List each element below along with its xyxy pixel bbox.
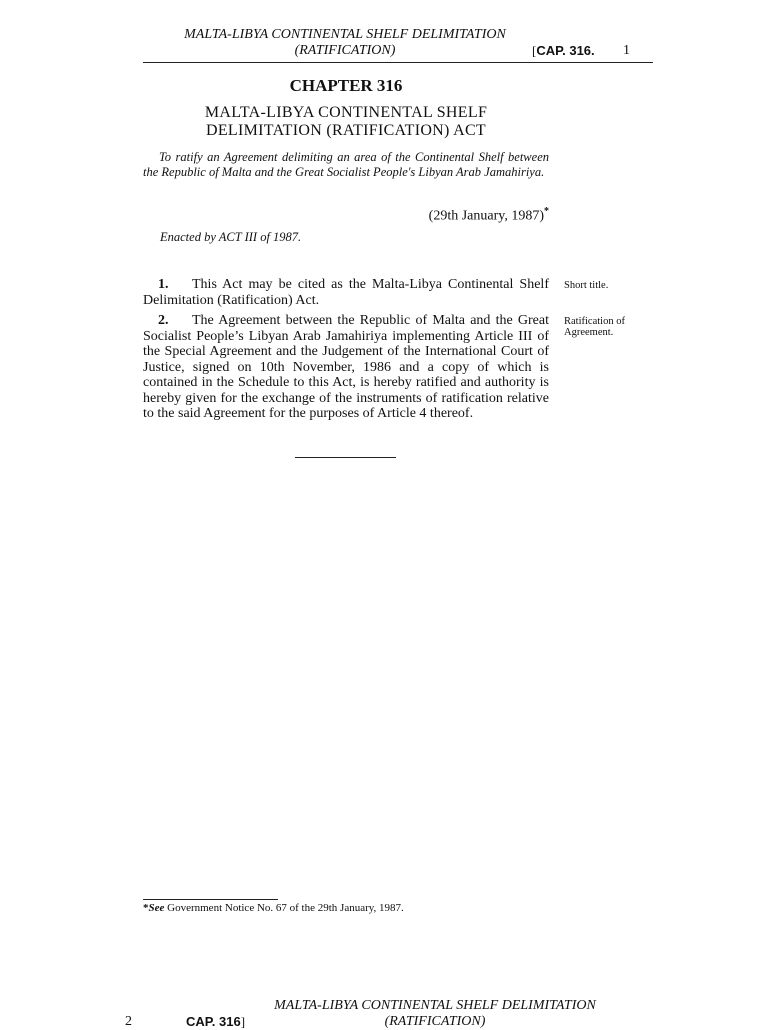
footnote-mark: * bbox=[143, 902, 149, 914]
section-text: The Agreement between the Republic of Malta and the Great Socialist People’s Libyan Arab Jamahiriya implementing Article III of the Special Agreement and the Judgement of the International Court of Justice, signed on 10th November, 1986 and a copy of which is contained in the Schedule to this Act, is hereby ratified and authority is hereby given for the exchange of the instruments of ratification relative to the said Agreement for the purposes of Article 4 thereof. bbox=[143, 313, 549, 421]
footnote-rule bbox=[143, 899, 278, 900]
header-title-line1: MALTA-LIBYA CONTINENTAL SHELF DELIMITATION bbox=[184, 27, 506, 42]
running-header-title bbox=[160, 27, 530, 59]
section-text: This Act may be cited as the Malta-Libya Continental Shelf Delimitation (Ratification) Act. bbox=[143, 277, 549, 308]
act-title-line2: DELIMITATION (RATIFICATION) ACT bbox=[206, 122, 486, 139]
section-number: 1. bbox=[158, 277, 169, 292]
section-2 bbox=[143, 313, 549, 422]
header-cap-bracket: [ bbox=[532, 43, 537, 58]
header-rule bbox=[143, 62, 653, 63]
chapter-heading: CHAPTER 316 bbox=[289, 76, 403, 95]
section-1 bbox=[143, 277, 549, 308]
enacted-by: Enacted by ACT III of 1987. bbox=[160, 230, 302, 244]
act-title bbox=[143, 104, 549, 140]
next-title-line1: MALTA-LIBYA CONTINENTAL SHELF DELIMITATION bbox=[274, 998, 596, 1013]
next-title-line2: (RATIFICATION) bbox=[384, 1014, 486, 1029]
date-text: (29th January, 1987) bbox=[428, 208, 544, 224]
footnote-text: Government Notice No. 67 of the 29th January, 1987. bbox=[164, 902, 404, 914]
header-page-number: 1 bbox=[623, 43, 630, 58]
header-cap-text: CAP. 316. bbox=[536, 43, 595, 58]
act-title-line1: MALTA-LIBYA CONTINENTAL SHELF bbox=[204, 104, 488, 121]
end-of-text-rule bbox=[295, 457, 396, 458]
next-page-header-title bbox=[235, 998, 635, 1030]
next-cap-bracket: ] bbox=[240, 1014, 246, 1029]
section-number: 2. bbox=[158, 313, 169, 328]
long-title: To ratify an Agreement delimiting an area of the Continental Shelf between the Republic of Malta and the Great Socialist People's Libyan Arab Jamahiriya. bbox=[143, 150, 549, 179]
footnote-see: See bbox=[148, 902, 165, 914]
date-footnote-mark: * bbox=[544, 206, 549, 217]
margin-note-short-title: Short title. bbox=[564, 280, 609, 291]
header-cap-label bbox=[532, 43, 595, 59]
header-title-line2: (RATIFICATION) bbox=[294, 43, 396, 58]
margin-note-ratification: Ratification of Agreement. bbox=[564, 316, 625, 338]
footnote bbox=[143, 902, 404, 914]
enactment-date bbox=[143, 206, 549, 225]
next-cap-text: CAP. 316 bbox=[186, 1014, 241, 1029]
next-page-number: 2 bbox=[125, 1014, 132, 1029]
